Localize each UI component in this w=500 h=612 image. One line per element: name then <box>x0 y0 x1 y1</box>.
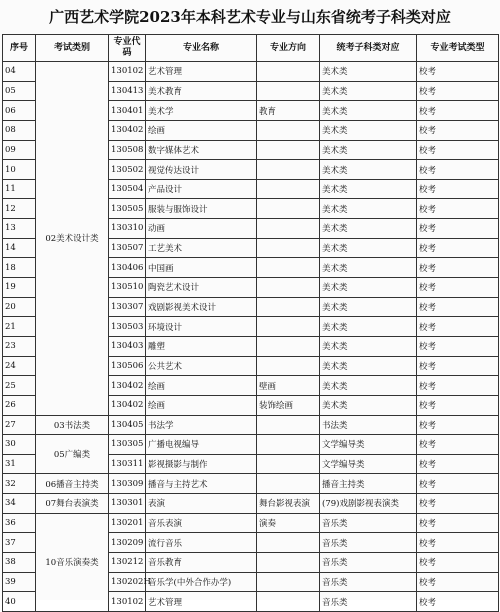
cell-name: 书法学 <box>146 415 257 435</box>
cell-direction <box>257 160 320 180</box>
cell-seq: 24 <box>3 356 36 376</box>
cell-name: 动画 <box>146 219 257 239</box>
cell-seq: 26 <box>3 395 36 415</box>
cell-seq: 25 <box>3 376 36 396</box>
cell-direction <box>257 199 320 219</box>
cell-code: 130413 <box>109 81 146 101</box>
table-row <box>3 494 499 514</box>
cell-category: 07舞台表演类 <box>36 494 109 514</box>
cell-code: 130505 <box>109 199 146 219</box>
cell-direction <box>257 179 320 199</box>
cell-exam-type: 校考 <box>417 258 499 278</box>
cell-direction: 教育 <box>257 101 320 121</box>
cell-seq: 20 <box>3 297 36 317</box>
cell-exam-type: 校考 <box>417 572 499 592</box>
cell-name: 绘画 <box>146 395 257 415</box>
cell-direction <box>257 336 320 356</box>
cell-code: 130402 <box>109 376 146 396</box>
cell-direction <box>257 592 320 612</box>
cell-code: 130403 <box>109 336 146 356</box>
cell-shandong: 音乐类 <box>320 533 417 553</box>
cell-direction: 演奏 <box>257 513 320 533</box>
cell-shandong: 美术类 <box>320 219 417 239</box>
cell-name: 美术学 <box>146 101 257 121</box>
cell-seq: 21 <box>3 317 36 337</box>
cell-shandong: 文学编导类 <box>320 435 417 455</box>
cell-name: 环境设计 <box>146 317 257 337</box>
cell-code: 130508 <box>109 140 146 160</box>
cell-name: 公共艺术 <box>146 356 257 376</box>
cell-shandong: 美术类 <box>320 238 417 258</box>
cell-name: 音乐表演 <box>146 513 257 533</box>
cell-name: 视觉传达设计 <box>146 160 257 180</box>
table-header-row <box>3 35 499 62</box>
cell-shandong: 美术类 <box>320 81 417 101</box>
cell-name: 表演 <box>146 494 257 514</box>
cell-shandong: 音乐类 <box>320 592 417 612</box>
cell-shandong: 美术类 <box>320 179 417 199</box>
cell-exam-type: 校考 <box>417 553 499 573</box>
cell-code: 130507 <box>109 238 146 258</box>
cell-direction <box>257 140 320 160</box>
table-row <box>3 513 499 533</box>
cell-code: 130504 <box>109 179 146 199</box>
cell-exam-type: 校考 <box>417 120 499 140</box>
cell-name: 绘画 <box>146 120 257 140</box>
cell-name: 戏剧影视美术设计 <box>146 297 257 317</box>
cell-seq: 32 <box>3 474 36 494</box>
cell-code: 130301 <box>109 494 146 514</box>
header-exam-type: 专业考试类型 <box>417 35 499 62</box>
header-name: 专业名称 <box>146 35 257 62</box>
cell-code: 130307 <box>109 297 146 317</box>
cell-shandong: 美术类 <box>320 120 417 140</box>
cell-code: 130309 <box>109 474 146 494</box>
cell-code: 130209 <box>109 533 146 553</box>
cell-exam-type: 校考 <box>417 356 499 376</box>
cell-exam-type: 校考 <box>417 140 499 160</box>
major-table <box>2 34 499 612</box>
cell-seq: 18 <box>3 258 36 278</box>
cell-seq: 30 <box>3 435 36 455</box>
cell-direction <box>257 62 320 82</box>
cell-code: 130510 <box>109 278 146 298</box>
cell-exam-type: 校考 <box>417 336 499 356</box>
cell-category: 06播音主持类 <box>36 474 109 494</box>
cell-direction <box>257 258 320 278</box>
cell-name: 陶瓷艺术设计 <box>146 278 257 298</box>
cell-code: 130401 <box>109 101 146 121</box>
cell-exam-type: 校考 <box>417 101 499 121</box>
cell-direction <box>257 219 320 239</box>
cell-name: 播音与主持艺术 <box>146 474 257 494</box>
cell-exam-type: 校考 <box>417 494 499 514</box>
cell-name: 流行音乐 <box>146 533 257 553</box>
cell-name: 艺术管理 <box>146 62 257 82</box>
header-category: 考试类别 <box>36 35 109 62</box>
cell-seq: 36 <box>3 513 36 533</box>
cell-direction <box>257 356 320 376</box>
cell-shandong: 美术类 <box>320 258 417 278</box>
cell-category: 05广编类 <box>36 435 109 474</box>
cell-direction: 壁画 <box>257 376 320 396</box>
cell-direction <box>257 572 320 592</box>
cell-seq: 19 <box>3 278 36 298</box>
cell-seq: 37 <box>3 533 36 553</box>
cell-shandong: 美术类 <box>320 317 417 337</box>
cell-seq: 08 <box>3 120 36 140</box>
cell-direction <box>257 553 320 573</box>
cell-shandong: 美术类 <box>320 278 417 298</box>
cell-name: 音乐教育 <box>146 553 257 573</box>
cell-exam-type: 校考 <box>417 454 499 474</box>
cell-shandong: 美术类 <box>320 62 417 82</box>
cell-shandong: 美术类 <box>320 101 417 121</box>
cell-seq: 27 <box>3 415 36 435</box>
cell-seq: 40 <box>3 592 36 612</box>
cell-shandong: 播音主持类 <box>320 474 417 494</box>
cell-code: 130406 <box>109 258 146 278</box>
cell-seq: 11 <box>3 179 36 199</box>
cell-name: 中国画 <box>146 258 257 278</box>
page-title: 广西艺术学院2023年本科艺术专业与山东省统考子科类对应 <box>49 8 451 26</box>
cell-code: 130201 <box>109 513 146 533</box>
cell-direction <box>257 278 320 298</box>
cell-exam-type: 校考 <box>417 238 499 258</box>
cell-shandong: 美术类 <box>320 297 417 317</box>
cell-code: 130310 <box>109 219 146 239</box>
cell-code: 130305 <box>109 435 146 455</box>
cell-name: 数字媒体艺术 <box>146 140 257 160</box>
cell-name: 服装与服饰设计 <box>146 199 257 219</box>
cell-shandong: 音乐类 <box>320 572 417 592</box>
cell-exam-type: 校考 <box>417 533 499 553</box>
cell-name: 绘画 <box>146 376 257 396</box>
cell-shandong: 美术类 <box>320 336 417 356</box>
header-direction: 专业方向 <box>257 35 320 62</box>
cell-shandong: 文学编导类 <box>320 454 417 474</box>
cell-code: 130402 <box>109 395 146 415</box>
cell-name: 艺术管理 <box>146 592 257 612</box>
cell-exam-type: 校考 <box>417 395 499 415</box>
cell-direction: 装饰绘画 <box>257 395 320 415</box>
cell-seq: 23 <box>3 336 36 356</box>
header-code: 专业代码 <box>109 35 146 62</box>
cell-exam-type: 校考 <box>417 199 499 219</box>
cell-code: 130102 <box>109 62 146 82</box>
cell-category: 03书法类 <box>36 415 109 435</box>
cell-shandong: (79)戏剧影视表演类 <box>320 494 417 514</box>
cell-direction: 舞台影视表演 <box>257 494 320 514</box>
table-row <box>3 62 499 82</box>
cell-seq: 10 <box>3 160 36 180</box>
cell-exam-type: 校考 <box>417 317 499 337</box>
cell-seq: 12 <box>3 199 36 219</box>
cell-code: 130506 <box>109 356 146 376</box>
cell-seq: 05 <box>3 81 36 101</box>
cell-category: 02美术设计类 <box>36 62 109 416</box>
cell-exam-type: 校考 <box>417 62 499 82</box>
cell-code: 130202H <box>109 572 146 592</box>
cell-name: 影视摄影与制作 <box>146 454 257 474</box>
cell-direction <box>257 238 320 258</box>
header-shandong: 统考子科类对应 <box>320 35 417 62</box>
cell-code: 130402 <box>109 120 146 140</box>
cell-name: 广播电视编导 <box>146 435 257 455</box>
cell-shandong: 美术类 <box>320 376 417 396</box>
cell-seq: 39 <box>3 572 36 592</box>
cell-exam-type: 校考 <box>417 513 499 533</box>
table-row <box>3 474 499 494</box>
cell-exam-type: 校考 <box>417 415 499 435</box>
cell-direction <box>257 317 320 337</box>
cell-exam-type: 校考 <box>417 278 499 298</box>
cell-exam-type: 校考 <box>417 435 499 455</box>
cell-shandong: 音乐类 <box>320 553 417 573</box>
cell-name: 工艺美术 <box>146 238 257 258</box>
cell-code: 130212 <box>109 553 146 573</box>
cell-shandong: 美术类 <box>320 356 417 376</box>
cell-shandong: 美术类 <box>320 160 417 180</box>
cell-seq: 04 <box>3 62 36 82</box>
cell-exam-type: 校考 <box>417 297 499 317</box>
cell-direction <box>257 415 320 435</box>
cell-shandong: 音乐类 <box>320 513 417 533</box>
cell-direction <box>257 474 320 494</box>
cell-seq: 34 <box>3 494 36 514</box>
cell-direction <box>257 81 320 101</box>
cell-direction <box>257 454 320 474</box>
cell-code: 130503 <box>109 317 146 337</box>
cell-direction <box>257 297 320 317</box>
cell-seq: 31 <box>3 454 36 474</box>
cell-shandong: 美术类 <box>320 199 417 219</box>
cell-direction <box>257 435 320 455</box>
cell-seq: 14 <box>3 238 36 258</box>
cell-exam-type: 校考 <box>417 474 499 494</box>
cell-direction <box>257 533 320 553</box>
cell-seq: 38 <box>3 553 36 573</box>
cell-code: 130311 <box>109 454 146 474</box>
table-body <box>3 62 499 612</box>
cell-seq: 09 <box>3 140 36 160</box>
cell-exam-type: 校考 <box>417 81 499 101</box>
cell-exam-type: 校考 <box>417 592 499 612</box>
cell-shandong: 美术类 <box>320 395 417 415</box>
header-seq: 序号 <box>3 35 36 62</box>
cell-exam-type: 校考 <box>417 219 499 239</box>
cell-name: 产品设计 <box>146 179 257 199</box>
table-row <box>3 435 499 455</box>
cell-name: 音乐学(中外合作办学) <box>146 572 257 592</box>
table-row <box>3 415 499 435</box>
cell-seq: 06 <box>3 101 36 121</box>
cell-direction <box>257 120 320 140</box>
cell-code: 130102 <box>109 592 146 612</box>
cell-name: 雕塑 <box>146 336 257 356</box>
cell-category: 10音乐演奏类 <box>36 513 109 611</box>
cell-shandong: 书法类 <box>320 415 417 435</box>
cell-exam-type: 校考 <box>417 160 499 180</box>
cell-seq: 13 <box>3 219 36 239</box>
cell-code: 130405 <box>109 415 146 435</box>
cell-shandong: 美术类 <box>320 140 417 160</box>
cell-name: 美术教育 <box>146 81 257 101</box>
cell-exam-type: 校考 <box>417 376 499 396</box>
cell-code: 130502 <box>109 160 146 180</box>
cell-exam-type: 校考 <box>417 179 499 199</box>
